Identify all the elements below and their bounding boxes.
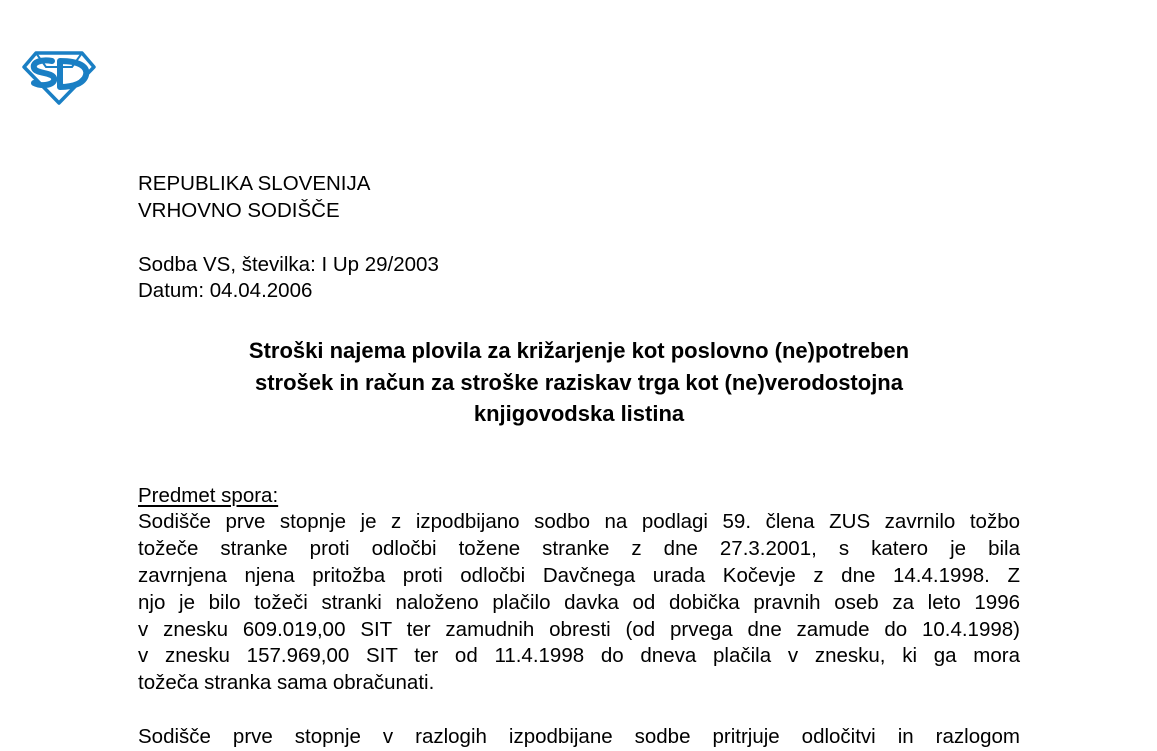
paragraph-line: zavrnjena njena pritožba proti odločbi Davčnega urada Kočevje z dne 14.4.1998. Z <box>138 564 1020 588</box>
document-body <box>138 171 1020 751</box>
paragraph-line: tožeča stranka sama obračunati. <box>138 671 435 695</box>
paragraph-line: njo je bilo tožeči stranki naloženo plačilo davka od dobička pravnih oseb za leto 1996 <box>138 590 1020 614</box>
header-court: VRHOVNO SODIŠČE <box>138 198 340 222</box>
case-info <box>138 252 1020 306</box>
paragraph-line: v znesku 609.019,00 SIT ter zamudnih obresti (od prvega dne zamude do 10.4.1998) <box>138 617 1020 641</box>
paragraph-line: Sodišče prve stopnje je z izpodbijano sodbo na podlagi 59. člena ZUS zavrnilo tožbo <box>138 510 1020 534</box>
document-title <box>138 335 1020 430</box>
paragraph-line: v znesku 157.969,00 SIT ter od 11.4.1998 do dneva plačila v znesku, ki ga mora <box>138 644 1020 668</box>
court-header <box>138 171 1020 225</box>
header-republic: REPUBLIKA SLOVENIJA <box>138 172 371 195</box>
paragraph-line: tožeče stranke proti odločbi tožene stranke z dne 27.3.2001, s katero je bila <box>138 537 1020 561</box>
paragraph-1 <box>138 509 1020 697</box>
paragraph-line: Sodišče prve stopnje v razlogih izpodbijane sodbe pritrjuje odločitvi in razlogom <box>138 725 1020 749</box>
title-line: strošek in račun za stroške raziskav trga kot (ne)verodostojna <box>254 369 903 395</box>
paragraph-2 <box>138 724 1020 751</box>
title-line: knjigovodska listina <box>473 401 685 427</box>
title-line: Stroški najema plovila za križarjenje kot poslovno (ne)potreben <box>248 338 910 364</box>
section-heading-subject: Predmet spora: <box>138 483 279 507</box>
supreme-court-logo <box>22 49 96 105</box>
case-date: Datum: 04.04.2006 <box>138 279 313 303</box>
case-number: Sodba VS, številka: I Up 29/2003 <box>138 252 439 276</box>
